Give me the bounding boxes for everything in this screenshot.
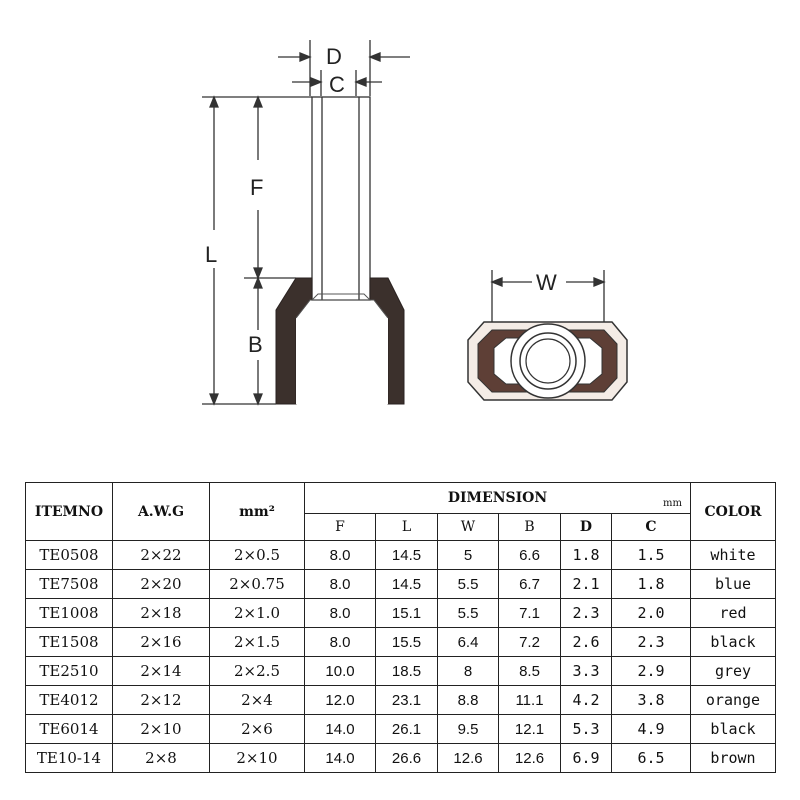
cell-w: 12.6 — [438, 744, 499, 773]
cell-item-no: TE7508 — [26, 570, 113, 599]
cell-l: 18.5 — [376, 657, 438, 686]
ferrule-collar — [276, 278, 404, 404]
table-row — [26, 657, 776, 686]
cell-w: 8 — [438, 657, 499, 686]
cell-color: black — [691, 715, 776, 744]
header-unit: mm — [663, 498, 682, 509]
table-row — [26, 541, 776, 570]
cell-f: 8.0 — [305, 628, 376, 657]
cell-d: 3.3 — [561, 657, 612, 686]
cell-w: 5.5 — [438, 570, 499, 599]
cell-item-no: TE2510 — [26, 657, 113, 686]
cell-awg: 2×14 — [113, 657, 210, 686]
cell-d: 2.3 — [561, 599, 612, 628]
cell-w: 5 — [438, 541, 499, 570]
cell-c: 3.8 — [612, 686, 691, 715]
label-b: B — [248, 332, 263, 357]
table-body — [26, 541, 776, 773]
cell-color: white — [691, 541, 776, 570]
cell-color: brown — [691, 744, 776, 773]
ferrule-tube — [312, 97, 370, 300]
cell-mm2: 2×1.5 — [210, 628, 305, 657]
header-color: COLOR — [691, 483, 776, 541]
label-f: F — [250, 175, 264, 200]
cell-l: 23.1 — [376, 686, 438, 715]
cell-awg: 2×8 — [113, 744, 210, 773]
cell-awg: 2×12 — [113, 686, 210, 715]
cell-color: red — [691, 599, 776, 628]
cell-l: 15.5 — [376, 628, 438, 657]
cell-awg: 2×22 — [113, 541, 210, 570]
cell-c: 2.9 — [612, 657, 691, 686]
cell-f: 14.0 — [305, 744, 376, 773]
table-row — [26, 744, 776, 773]
label-l: L — [205, 242, 218, 267]
cell-color: orange — [691, 686, 776, 715]
label-c: C — [329, 72, 345, 97]
cell-f: 12.0 — [305, 686, 376, 715]
cell-f: 8.0 — [305, 541, 376, 570]
table-row — [26, 628, 776, 657]
cell-color: grey — [691, 657, 776, 686]
cell-l: 14.5 — [376, 570, 438, 599]
cell-l: 26.1 — [376, 715, 438, 744]
cell-awg: 2×18 — [113, 599, 210, 628]
cell-mm2: 2×10 — [210, 744, 305, 773]
cell-mm2: 2×1.0 — [210, 599, 305, 628]
header-b: B — [499, 514, 561, 541]
cell-f: 10.0 — [305, 657, 376, 686]
table-row — [26, 715, 776, 744]
cell-mm2: 2×4 — [210, 686, 305, 715]
cell-awg: 2×20 — [113, 570, 210, 599]
cell-awg: 2×10 — [113, 715, 210, 744]
cell-b: 11.1 — [499, 686, 561, 715]
cell-l: 26.6 — [376, 744, 438, 773]
cell-b: 12.1 — [499, 715, 561, 744]
header-l: L — [376, 514, 438, 541]
header-awg: A.W.G — [113, 483, 210, 541]
cell-item-no: TE4012 — [26, 686, 113, 715]
cell-item-no: TE6014 — [26, 715, 113, 744]
table-row — [26, 686, 776, 715]
cell-mm2: 2×0.5 — [210, 541, 305, 570]
cell-d: 1.8 — [561, 541, 612, 570]
cell-w: 9.5 — [438, 715, 499, 744]
cell-f: 8.0 — [305, 570, 376, 599]
cell-color: blue — [691, 570, 776, 599]
cell-b: 7.2 — [499, 628, 561, 657]
header-mm2: mm² — [210, 483, 305, 541]
cell-b: 8.5 — [499, 657, 561, 686]
label-w: W — [536, 270, 557, 295]
label-d: D — [326, 44, 342, 69]
header-item-no: ITEMNO — [26, 483, 113, 541]
cell-c: 4.9 — [612, 715, 691, 744]
cell-item-no: TE1508 — [26, 628, 113, 657]
cell-mm2: 2×2.5 — [210, 657, 305, 686]
cell-c: 1.5 — [612, 541, 691, 570]
cell-color: black — [691, 628, 776, 657]
cell-b: 6.7 — [499, 570, 561, 599]
cell-c: 2.0 — [612, 599, 691, 628]
cell-d: 4.2 — [561, 686, 612, 715]
cell-c: 1.8 — [612, 570, 691, 599]
cell-mm2: 2×0.75 — [210, 570, 305, 599]
cell-b: 6.6 — [499, 541, 561, 570]
cell-b: 7.1 — [499, 599, 561, 628]
table-row — [26, 570, 776, 599]
cell-w: 5.5 — [438, 599, 499, 628]
cell-f: 8.0 — [305, 599, 376, 628]
cell-awg: 2×16 — [113, 628, 210, 657]
ferrule-end-view — [468, 322, 627, 400]
cell-f: 14.0 — [305, 715, 376, 744]
cell-c: 6.5 — [612, 744, 691, 773]
header-dimension — [305, 483, 691, 514]
header-w: W — [438, 514, 499, 541]
cell-item-no: TE1008 — [26, 599, 113, 628]
cell-l: 14.5 — [376, 541, 438, 570]
header-c: C — [612, 514, 691, 541]
cell-item-no: TE0508 — [26, 541, 113, 570]
header-dimension-label: DIMENSION — [447, 490, 548, 506]
header-d: D — [561, 514, 612, 541]
cell-w: 8.8 — [438, 686, 499, 715]
cell-c: 2.3 — [612, 628, 691, 657]
cell-item-no: TE10-14 — [26, 744, 113, 773]
cell-d: 2.1 — [561, 570, 612, 599]
cell-d: 2.6 — [561, 628, 612, 657]
specification-table — [25, 482, 776, 773]
table-row — [26, 599, 776, 628]
cell-d: 5.3 — [561, 715, 612, 744]
cell-b: 12.6 — [499, 744, 561, 773]
header-f: F — [305, 514, 376, 541]
cell-w: 6.4 — [438, 628, 499, 657]
cell-mm2: 2×6 — [210, 715, 305, 744]
cell-l: 15.1 — [376, 599, 438, 628]
cell-d: 6.9 — [561, 744, 612, 773]
